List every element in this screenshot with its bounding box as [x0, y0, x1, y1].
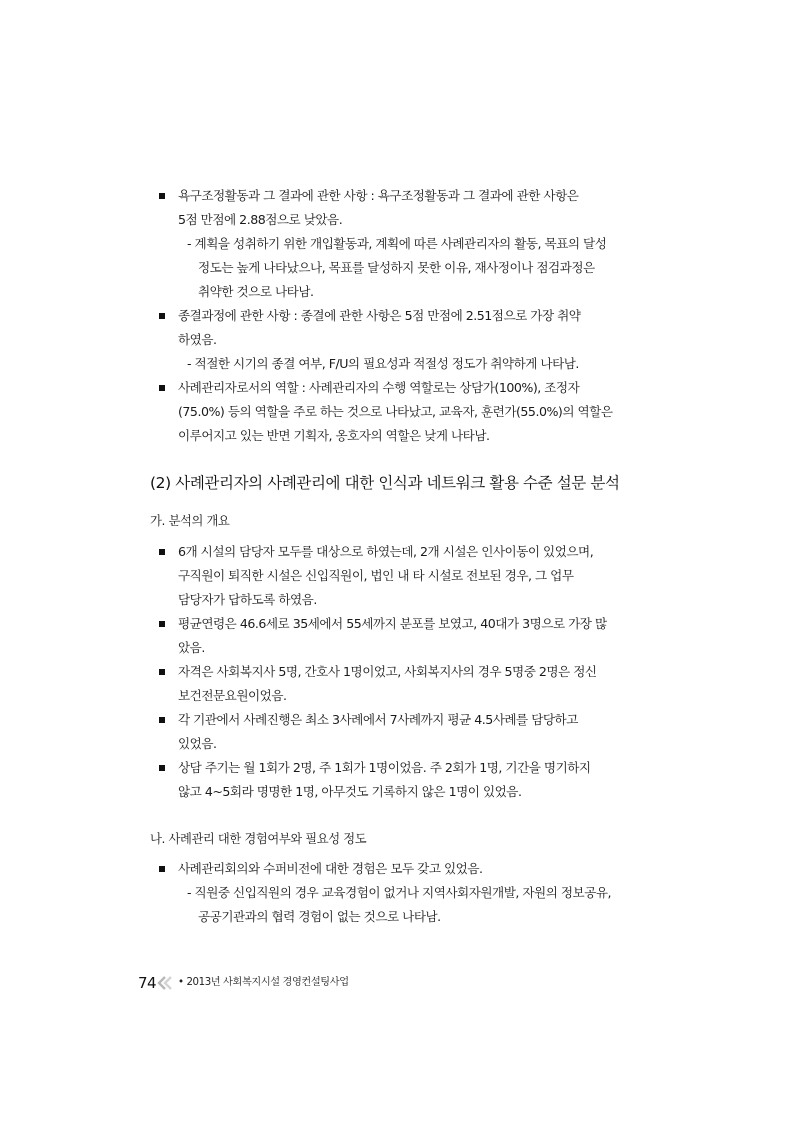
- bullet-marker: [159, 313, 165, 319]
- bullet-marker: [159, 621, 165, 627]
- bullet-marker: [159, 385, 165, 391]
- bullet-item-line: 있었음.: [178, 736, 217, 751]
- publication-title: 2013년 사회복지시설 경영컨설팅사업: [186, 977, 349, 988]
- bullet-item-line: 하였음.: [178, 332, 217, 347]
- footer-dot: •: [178, 977, 187, 988]
- bullet-item-line: (75.0%) 등의 역할을 주로 하는 것으로 나타났고, 교육자, 훈련가(55.0%)의 역할은: [178, 404, 613, 419]
- bullet-item-line: 보건전문요원이었음.: [178, 688, 287, 703]
- bullet-marker: [159, 669, 165, 675]
- subsection-a-title: 가. 분석의 개요: [150, 514, 230, 528]
- section-title: (2) 사례관리자의 사례관리에 대한 인식과 네트워크 활용 수준 설문 분석: [150, 474, 620, 492]
- bullet-item-line: 각 기관에서 사례진행은 최소 3사례에서 7사례까지 평균 4.5사례를 담당하고: [178, 712, 578, 727]
- bullet-item-line: 평균연령은 46.6세로 35세에서 55세까지 분포를 보였고, 40대가 3명으로 가장 많: [178, 616, 607, 631]
- bullet-item-line: 6개 시설의 담당자 모두를 대상으로 하였는데, 2개 시설은 인사이동이 있었으며,: [178, 544, 594, 559]
- dash-item-line: 정도는 높게 나타났으나, 목표를 달성하지 못한 이유, 재사정이나 점검과정은: [198, 260, 595, 275]
- dash-item-line: - 계획을 성취하기 위한 개입활동과, 계획에 따른 사례관리자의 활동, 목표의 달성: [187, 236, 607, 251]
- bullet-item-line: 사례관리자로서의 역할 : 사례관리자의 수행 역할로는 상담가(100%), 조정자: [178, 380, 580, 395]
- page-number: 74: [138, 974, 157, 992]
- bullet-marker: [159, 866, 165, 872]
- bullet-item-line: 5점 만점에 2.88점으로 낮았음.: [178, 212, 343, 227]
- double-chevron-left-icon: [156, 976, 174, 990]
- bullet-item-line: 자격은 사회복지사 5명, 간호사 1명이었고, 사회복지사의 경우 5명중 2명은 정신: [178, 664, 597, 679]
- bullet-item-line: 았음.: [178, 640, 205, 655]
- bullet-item-line: 않고 4~5회라 명명한 1명, 아무것도 기록하지 않은 1명이 있었음.: [178, 784, 522, 799]
- bullet-item-line: 종결과정에 관한 사항 : 종결에 관한 사항은 5점 만점에 2.51점으로 가장 취약: [178, 308, 581, 323]
- bullet-item-line: 이루어지고 있는 반면 기획자, 옹호자의 역할은 낮게 나타남.: [178, 428, 490, 443]
- dash-item-line: 취약한 것으로 나타남.: [198, 284, 314, 299]
- bullet-item-line: 구직원이 퇴직한 시설은 신입직원이, 법인 내 타 시설로 전보된 경우, 그 업무: [178, 568, 574, 583]
- footer-publication: [178, 976, 349, 990]
- bullet-item-line: 사례관리회의와 수퍼비전에 대한 경험은 모두 갖고 있었음.: [178, 861, 483, 876]
- bullet-marker: [159, 193, 165, 199]
- bullet-marker: [159, 717, 165, 723]
- bullet-item-line: 욕구조정활동과 그 결과에 관한 사항 : 욕구조정활동과 그 결과에 관한 사항은: [178, 188, 579, 203]
- bullet-item-line: 담당자가 답하도록 하였음.: [178, 592, 317, 607]
- dash-item-line: - 적절한 시기의 종결 여부, F/U의 필요성과 적절성 정도가 취약하게 나타남.: [187, 356, 579, 371]
- bullet-item-line: 상담 주기는 월 1회가 2명, 주 1회가 1명이었음. 주 2회가 1명, 기간을 명기하지: [178, 760, 591, 775]
- subsection-b-title: 나. 사례관리 대한 경험여부와 필요성 정도: [150, 832, 367, 846]
- dash-item-line: 공공기관과의 협력 경험이 없는 것으로 나타남.: [198, 909, 441, 924]
- bullet-marker: [159, 549, 165, 555]
- bullet-marker: [159, 765, 165, 771]
- dash-item-line: - 직원중 신입직원의 경우 교육경험이 없거나 지역사회자원개발, 자원의 정보공유,: [187, 885, 612, 900]
